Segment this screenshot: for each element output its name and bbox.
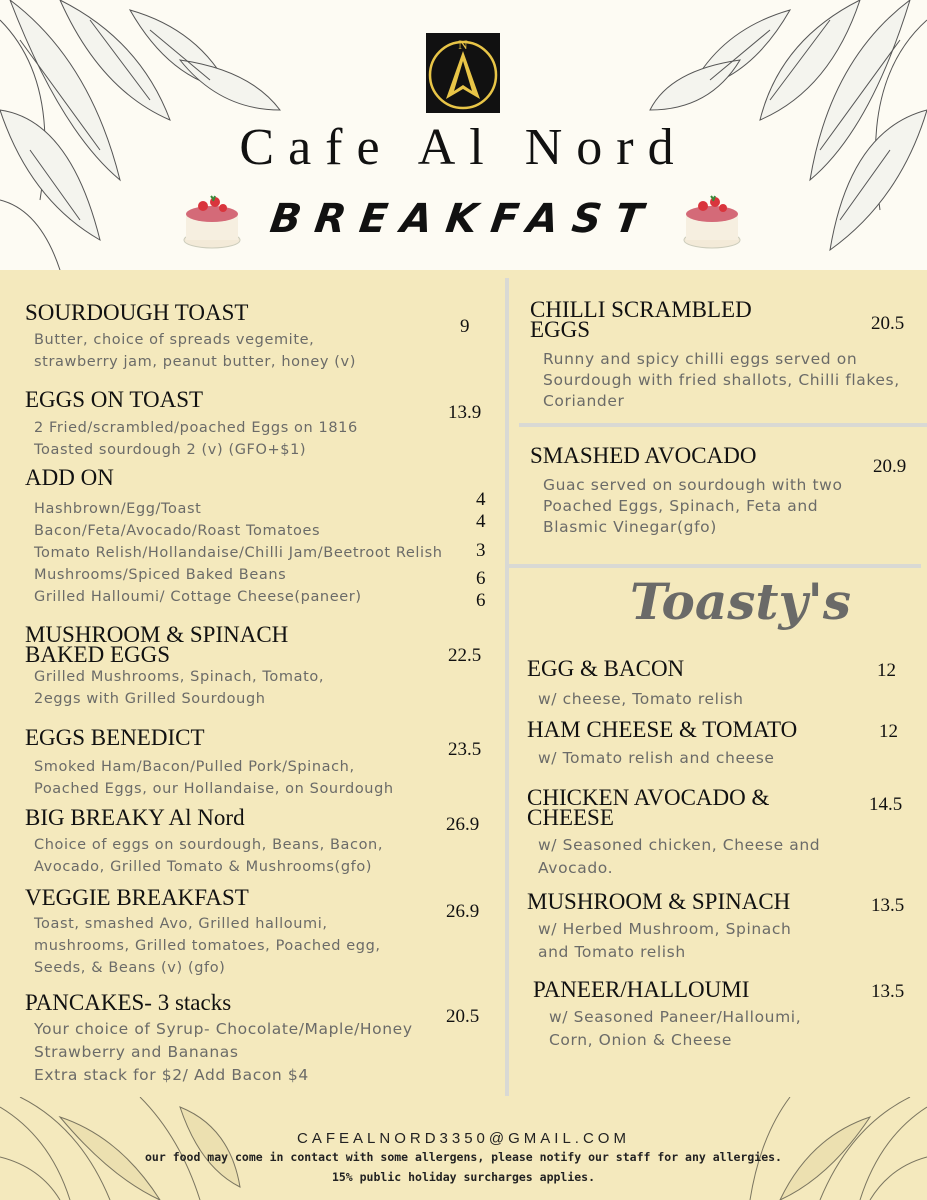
- item-desc-line: Blasmic Vinegar(gfo): [543, 518, 717, 536]
- toasty-item-mushroom-spinach: [527, 889, 792, 964]
- item-desc-line: Smoked Ham/Bacon/Pulled Pork/Spinach,: [34, 759, 355, 775]
- item-price: 20.5: [871, 313, 905, 334]
- item-price: 20.5: [446, 1006, 480, 1027]
- item-name: SOURDOUGH TOAST: [25, 300, 249, 325]
- item-name: BAKED EGGS: [25, 642, 171, 667]
- menu-item-veggie-breakfast: [25, 885, 381, 979]
- item-price: 23.5: [448, 739, 482, 760]
- item-price: 12: [879, 721, 898, 742]
- add-on-price: 6: [476, 590, 486, 611]
- item-name: HAM CHEESE & TOMATO: [527, 717, 798, 742]
- item-desc-line: 2 Fried/scrambled/poached Eggs on 1816: [34, 420, 358, 436]
- add-on-price: 3: [476, 540, 486, 561]
- item-name: PANCAKES- 3 stacks: [25, 990, 232, 1015]
- menu-item-mushroom-spinach-baked-eggs: [25, 622, 325, 710]
- item-desc-line: Runny and spicy chilli eggs served on: [543, 350, 858, 368]
- add-on-item: Grilled Halloumi/ Cottage Cheese(paneer): [34, 589, 362, 605]
- item-price: 13.5: [871, 895, 905, 916]
- item-desc-line: w/ cheese, Tomato relish: [538, 690, 744, 708]
- leaf-decoration-footer-right-icon: [740, 1097, 927, 1200]
- item-desc-line: and Tomato relish: [538, 943, 686, 961]
- item-desc-line: strawberry jam, peanut butter, honey (v): [34, 354, 356, 370]
- item-desc-line: 2eggs with Grilled Sourdough: [34, 691, 266, 707]
- add-on-item: Tomato Relish/Hollandaise/Chilli Jam/Beetroot Relish: [34, 545, 443, 561]
- add-on-title: ADD ON: [25, 465, 114, 490]
- item-desc-line: Your choice of Syrup- Chocolate/Maple/Honey: [34, 1020, 413, 1038]
- menu-header: [0, 0, 927, 270]
- item-desc-line: Grilled Mushrooms, Spinach, Tomato,: [34, 669, 325, 685]
- section-divider: [519, 423, 927, 427]
- item-name: MUSHROOM & SPINACH: [25, 622, 289, 647]
- menu-item-pancakes: [25, 990, 413, 1087]
- item-price: 9: [460, 316, 470, 337]
- item-name: VEGGIE BREAKFAST: [25, 885, 249, 910]
- toasty-item-chicken-avocado-cheese: [527, 785, 821, 880]
- section-divider: [509, 564, 921, 568]
- column-divider: [505, 278, 509, 1096]
- item-name: EGGS ON TOAST: [25, 387, 204, 412]
- item-price: 20.9: [873, 456, 907, 477]
- item-desc-line: Poached Eggs, our Hollandaise, on Sourdough: [34, 781, 394, 797]
- item-price: 26.9: [446, 814, 480, 835]
- footer-allergen-note: our food may come in contact with some allergens, please notify our staff for any allergies.: [145, 1150, 782, 1164]
- item-desc-line: Butter, choice of spreads vegemite,: [34, 332, 315, 348]
- toasty-heading: Toasty's: [630, 572, 851, 631]
- item-desc-line: Avocado, Grilled Tomato & Mushrooms(gfo): [34, 859, 373, 875]
- menu-footer: [0, 1097, 927, 1200]
- item-name: EGG & BACON: [527, 656, 685, 681]
- item-desc-line: Extra stack for $2/ Add Bacon $4: [34, 1066, 309, 1084]
- item-name: EGGS BENEDICT: [25, 725, 205, 750]
- item-name: CHILLI SCRAMBLED: [530, 297, 752, 322]
- compass-logo-icon: [426, 33, 500, 113]
- menu-item-eggs-on-toast: [25, 387, 358, 461]
- item-name: BIG BREAKY Al Nord: [25, 805, 245, 830]
- item-desc-line: Corn, Onion & Cheese: [549, 1031, 732, 1049]
- menu-item-eggs-benedict: [25, 725, 394, 800]
- footer-surcharge-note: 15% public holiday surcharges applies.: [331, 1170, 596, 1184]
- item-name: EGGS: [530, 317, 591, 342]
- menu-item-chilli-scrambled-eggs: [530, 297, 900, 412]
- item-desc-line: Seeds, & Beans (v) (gfo): [34, 960, 226, 976]
- item-desc-line: w/ Herbed Mushroom, Spinach: [538, 920, 792, 938]
- item-desc-line: Toast, smashed Avo, Grilled halloumi,: [34, 916, 328, 932]
- add-on-price: 6: [476, 568, 486, 589]
- item-price: 13.5: [871, 981, 905, 1002]
- item-desc-line: Poached Eggs, Spinach, Feta and: [543, 497, 819, 515]
- toasty-item-ham-cheese-tomato: [527, 717, 798, 769]
- item-desc-line: Coriander: [543, 392, 625, 410]
- item-desc-line: Strawberry and Bananas: [34, 1043, 239, 1061]
- toasty-item-egg-bacon: [527, 656, 744, 710]
- item-price: 26.9: [446, 901, 480, 922]
- logo-letter: N: [458, 37, 468, 52]
- toasty-item-paneer-halloumi: [533, 977, 802, 1052]
- add-on-price: 4: [476, 511, 486, 532]
- item-name: SMASHED AVOCADO: [530, 443, 757, 468]
- item-name: CHICKEN AVOCADO &: [527, 785, 770, 810]
- menu-item-big-breaky: [25, 805, 384, 878]
- item-desc-line: Avocado.: [538, 859, 614, 877]
- item-desc-line: Guac served on sourdough with two: [543, 476, 843, 494]
- add-on-item: Bacon/Feta/Avocado/Roast Tomatoes: [34, 523, 321, 539]
- item-name: PANEER/HALLOUMI: [533, 977, 750, 1002]
- menu-item-smashed-avocado: [530, 443, 843, 538]
- add-on-price: 4: [476, 489, 486, 510]
- item-desc-line: mushrooms, Grilled tomatoes, Poached egg,: [34, 938, 381, 954]
- add-on-item: Hashbrown/Egg/Toast: [34, 501, 202, 517]
- item-desc-line: Choice of eggs on sourdough, Beans, Bacon,: [34, 837, 384, 853]
- item-price: 22.5: [448, 645, 482, 666]
- leaf-decoration-footer-left-icon: [0, 1097, 250, 1200]
- item-name: CHEESE: [527, 805, 614, 830]
- add-on-item: Mushrooms/Spiced Baked Beans: [34, 567, 287, 583]
- item-name: MUSHROOM & SPINACH: [527, 889, 791, 914]
- item-desc-line: Sourdough with fried shallots, Chilli flakes,: [543, 371, 900, 389]
- item-price: 12: [877, 660, 896, 681]
- menu-item-sourdough-toast: [25, 300, 356, 373]
- item-desc-line: w/ Seasoned Paneer/Halloumi,: [549, 1008, 802, 1026]
- add-on-section: [25, 465, 443, 608]
- item-desc-line: Toasted sourdough 2 (v) (GFO+$1): [34, 442, 307, 458]
- item-price: 13.9: [448, 402, 482, 423]
- cafe-logo: [426, 33, 500, 113]
- item-price: 14.5: [869, 794, 903, 815]
- breakfast-heading: BREAKFAST: [267, 196, 660, 242]
- item-desc-line: w/ Tomato relish and cheese: [538, 749, 775, 767]
- footer-email: CAFEALNORD3350@GMAIL.COM: [297, 1130, 630, 1147]
- cafe-title: Cafe Al Nord: [239, 119, 688, 176]
- item-desc-line: w/ Seasoned chicken, Cheese and: [538, 836, 821, 854]
